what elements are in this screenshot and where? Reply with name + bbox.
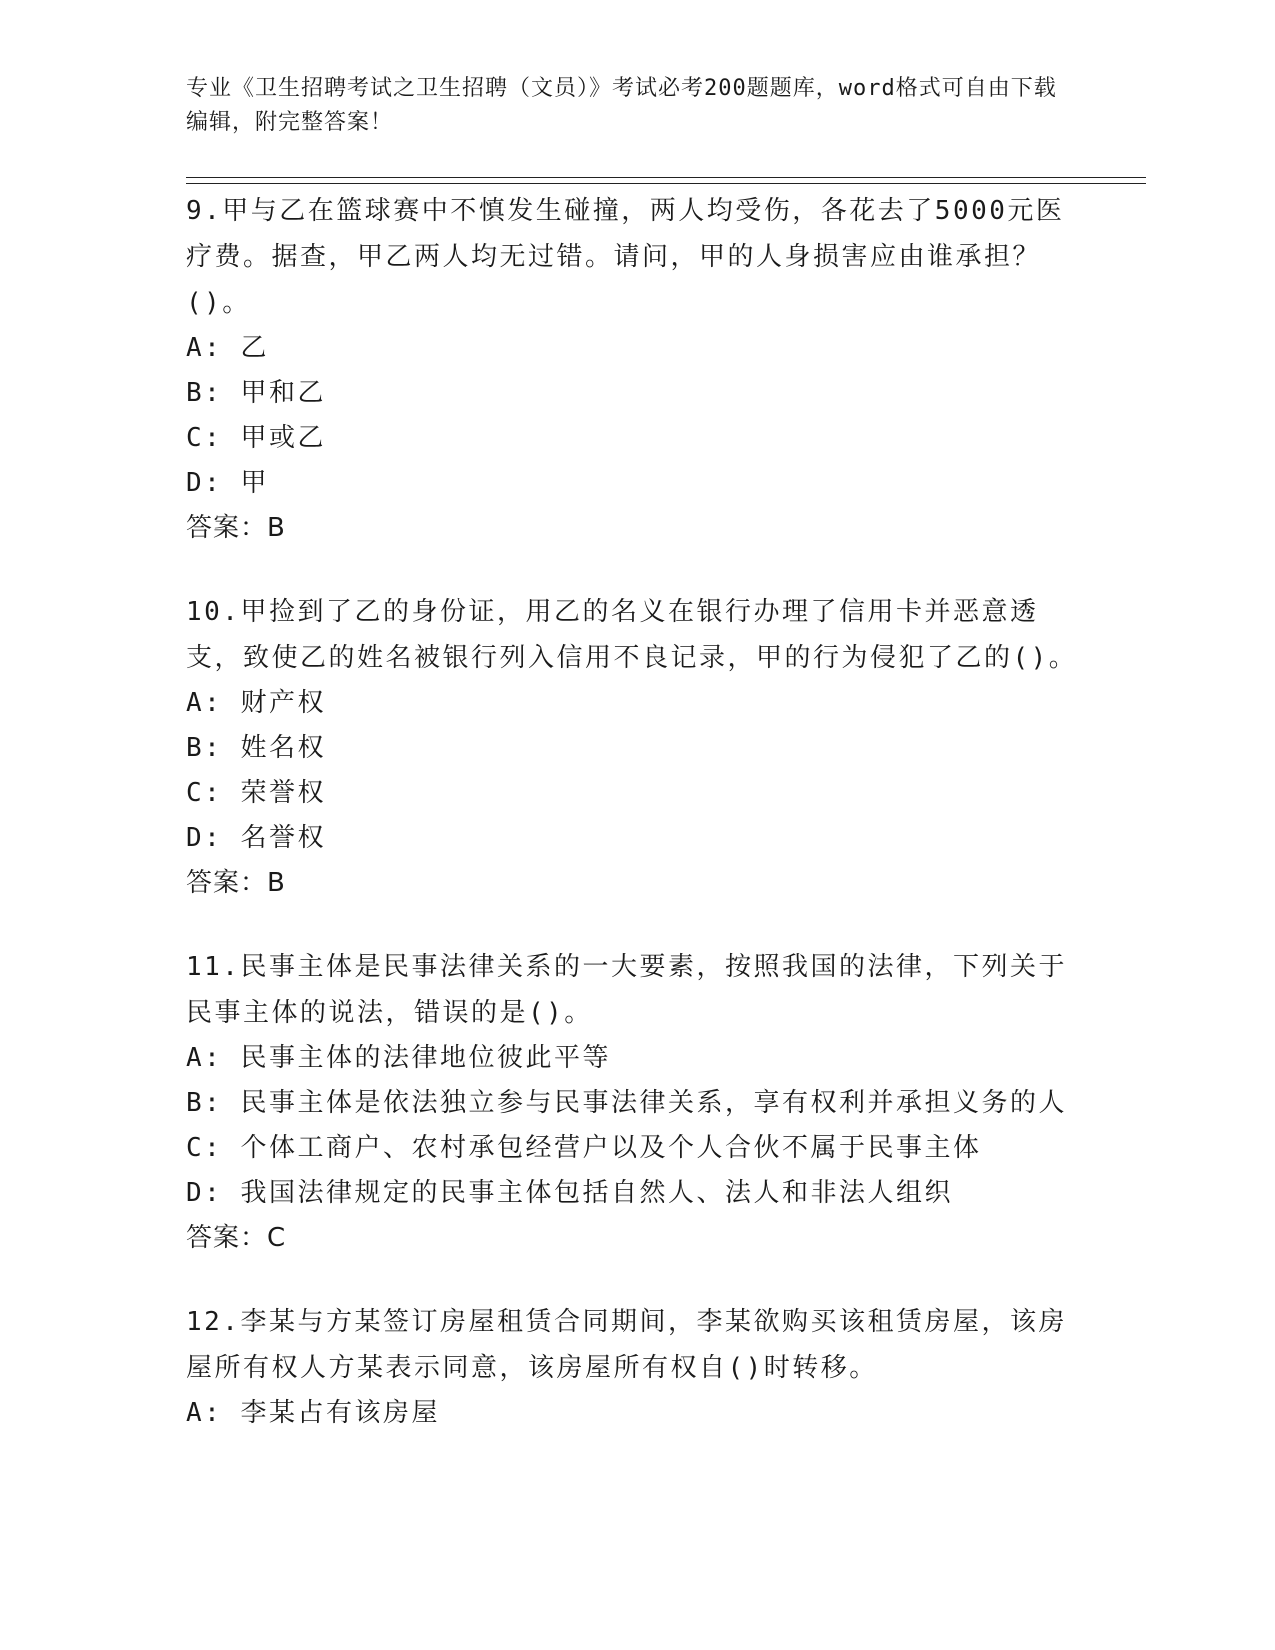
option-a: A: 财产权: [186, 688, 326, 718]
question-10: [186, 589, 1086, 906]
option-d: D: 我国法律规定的民事主体包括自然人、法人和非法人组织: [186, 1178, 953, 1208]
question-list: [186, 188, 1086, 1436]
document-header: 专业《卫生招聘考试之卫生招聘（文员）》考试必考200题题库，word格式可自由下载编辑，附完整答案！: [186, 76, 1057, 135]
question-text: 12.李某与方某签订房屋租赁合同期间，李某欲购买该租赁房屋，该房屋所有权人方某表示同意，该房屋所有权自()时转移。: [186, 1307, 1067, 1383]
option-a: A: 民事主体的法律地位彼此平等: [186, 1043, 611, 1073]
option-c: C: 甲或乙: [186, 423, 326, 453]
option-b: B: 姓名权: [186, 733, 326, 763]
question-9: [186, 188, 1086, 551]
answer: 答案：B: [186, 513, 286, 543]
answer: 答案：C: [186, 1223, 287, 1253]
question-11: [186, 944, 1086, 1261]
header-divider-bottom: [186, 183, 1146, 184]
option-b: B: 甲和乙: [186, 378, 326, 408]
option-c: C: 荣誉权: [186, 778, 326, 808]
question-text: 11.民事主体是民事法律关系的一大要素，按照我国的法律，下列关于民事主体的说法，错误的是()。: [186, 952, 1067, 1028]
answer: 答案：B: [186, 868, 286, 898]
option-a: A: 李某占有该房屋: [186, 1398, 440, 1428]
option-b: B: 民事主体是依法独立参与民事法律关系，享有权利并承担义务的人: [186, 1088, 1067, 1118]
option-d: D: 甲: [186, 468, 269, 498]
option-d: D: 名誉权: [186, 823, 326, 853]
question-text: 9.甲与乙在篮球赛中不慎发生碰撞，两人均受伤，各花去了5000元医疗费。据查，甲乙两人均无过错。请问，甲的人身损害应由谁承担？()。: [186, 196, 1065, 318]
option-c: C: 个体工商户、农村承包经营户以及个人合伙不属于民事主体: [186, 1133, 982, 1163]
question-12: [186, 1299, 1086, 1436]
question-text: 10.甲捡到了乙的身份证，用乙的名义在银行办理了信用卡并恶意透支，致使乙的姓名被银行列入信用不良记录，甲的行为侵犯了乙的()。: [186, 597, 1078, 673]
header-divider-top: [186, 177, 1146, 178]
option-a: A: 乙: [186, 333, 269, 363]
